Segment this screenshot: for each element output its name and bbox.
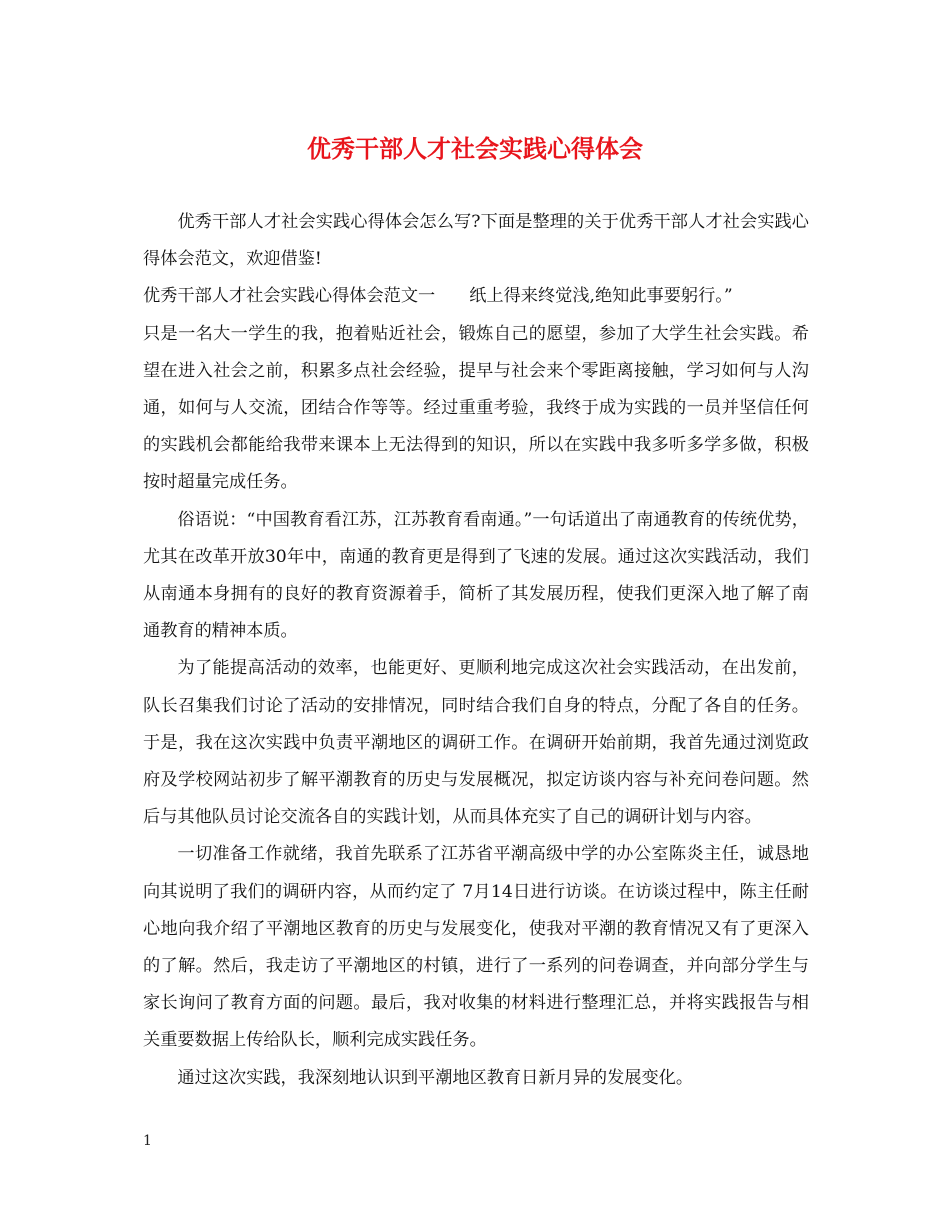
paragraph-continuation: 只是一名大一学生的我，抱着贴近社会，锻炼自己的愿望，参加了大学生社会实践。希望在进入社会之前，积累多点社会经验，提早与社会来个零距离接触，学习如何与人沟通，如何与人交流，团结合作等等。经过重重考验，我终于成为实践的一员并坚信任何的实践机会都能给我带来课本上无法得到的知识，所以在实践中我多听多学多做，积极按时超量完成任务。	[143, 323, 809, 493]
subheading-line	[143, 278, 809, 315]
document-body	[143, 204, 809, 1097]
body-paragraph: 为了能提高活动的效率，也能更好、更顺利地完成这次社会实践活动，在出发前，队长召集我们讨论了活动的安排情况，同时结合我们自身的特点，分配了各自的任务。于是，我在这次实践中负责平潮地区的调研工作。在调研开始前期，我首先通过浏览政府及学校网站初步了解平潮教育的历史与发展概况，拟定访谈内容与补充问卷问题。然后与其他队员讨论交流各自的实践计划，从而具体充实了自己的调研计划与内容。	[143, 658, 809, 828]
intro-paragraph: 优秀干部人才社会实践心得体会怎么写?下面是整理的关于优秀干部人才社会实践心得体会范文，欢迎借鉴!	[143, 212, 809, 270]
body-paragraph: 一切准备工作就绪，我首先联系了江苏省平潮高级中学的办公室陈炎主任，诚恳地向其说明了我们的调研内容，从而约定了 7月14日进行访谈。在访谈过程中，陈主任耐心地向我介绍了平潮地区教育的历史与发展变化，使我对平潮的教育情况又有了更深入的了解。然后，我走访了平潮地区的村镇，进行了一系列的问卷调查，并向部分学生与家长询问了教育方面的问题。最后，我对收集的材料进行整理汇总，并将实践报告与相关重要数据上传给队长，顺利完成实践任务。	[143, 844, 809, 1051]
body-paragraph: 通过这次实践，我深刻地认识到平潮地区教育日新月异的发展变化。	[177, 1067, 694, 1088]
page-number: 1	[143, 1133, 152, 1149]
body-paragraph: 俗语说：“中国教育看江苏，江苏教育看南通。”一句话道出了南通教育的传统优势，尤其在改革开放30年中，南通的教育更是得到了飞速的发展。通过这次实践活动，我们从南通本身拥有的良好的教育资源着手，简析了其发展历程，使我们更深入地了解了南通教育的精神本质。	[143, 509, 809, 642]
subheading-quote: 纸上得来终觉浅,绝知此事要躬行。”	[469, 286, 733, 307]
document-title: 优秀干部人才社会实践心得体会	[307, 134, 643, 163]
section-subheading: 优秀干部人才社会实践心得体会范文一	[143, 286, 436, 307]
